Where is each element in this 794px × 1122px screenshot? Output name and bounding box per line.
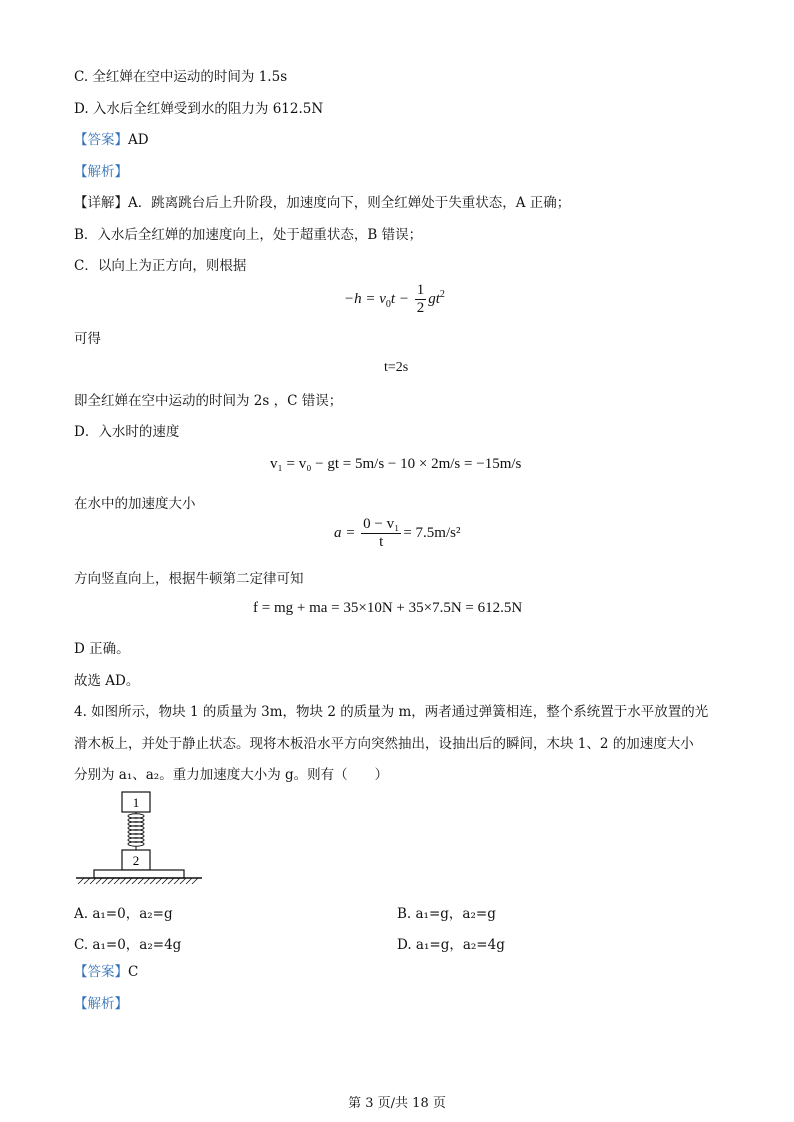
c-conclusion-line: 即全红婵在空中运动的时间为 2s ，C 错误； [74,393,343,409]
d-line: D．入水时的速度 [74,424,180,440]
eq1-fraction: $\frac{1}{2}$ [416,282,425,316]
choose-line: 故选 AD。 [74,673,140,689]
answer-1 [74,131,149,149]
block-1-label: 1 [132,795,140,810]
b-line: B．入水后全红婵的加速度向上，处于超重状态，B 错误； [74,227,423,243]
detail-text: A．跳离跳台后上升阶段，加速度向下，则全红婵处于失重状态，A 正确； [128,195,571,211]
equation-4: f = mg + ma = 35×10N + 35×7.5N = 612.5N [253,600,523,616]
ground-hatching [78,878,198,884]
water-acc-line: 在水中的加速度大小 [74,496,196,512]
block-2-label: 2 [132,853,140,868]
eq3-rhs: = 7.5m/s² [403,524,461,541]
spring-block-figure [70,786,210,886]
option-c: C. a₁=0，a₂=4g [74,937,182,953]
analysis-label-1: 【解析】 [74,164,128,180]
eq1-rhs: gt [428,290,440,307]
q4-line-3: 分别为 a₁、a₂。重力加速度大小为 g。则有（ ） [74,767,389,783]
eq3-lhs: a = [334,524,356,541]
d-correct-line: D 正确。 [74,641,130,657]
answer-value: AD [128,132,149,148]
option-d: D. a₁=g，a₂=4g [397,937,505,953]
option-a: A. a₁=0，a₂=g [74,906,173,922]
page-footer: 第 3 页/共 18 页 [348,1096,446,1111]
q4-line-2: 滑木板上，并处于静止状态。现将木板沿水平方向突然抽出，设抽出后的瞬间，木块 1、2 的加速度大小 [74,736,694,752]
detail-line [74,194,570,212]
direction-line: 方向竖直向上，根据牛顿第二定律可知 [74,571,304,587]
ke-de-line: 可得 [74,331,101,347]
equation-2: v₁ = v₀ − gt = 5m/s − 10 × 2m/s = −15m/s [270,456,522,472]
option-d-line: D. 入水后全红婵受到水的阻力为 612.5N [74,101,324,117]
answer-2 [74,963,138,981]
equation-1: $-h = v_0t$ − $\frac{1}{2}$ $gt^2$ [344,282,445,316]
answer-value: C [128,964,139,980]
answer-label: 【答案】 [74,132,128,148]
detail-label: 【详解】 [74,195,128,211]
analysis-label-2: 【解析】 [74,996,128,1012]
wooden-board [94,870,184,878]
answer-label: 【答案】 [74,964,128,980]
spring [128,812,144,850]
equation-3 [334,516,460,551]
t-equation: t=2s [384,360,409,375]
option-b: B. a₁=g，a₂=g [397,906,496,922]
eq3-fraction: $\frac{\text{0 − v₁}}{t}$ [363,516,400,550]
eq1-mid: t − [390,290,409,307]
option-c-line: C. 全红婵在空中运动的时间为 1.5s [74,69,288,85]
eq1-lhs: −h = v [344,290,386,307]
c-line: C．以向上为正方向，则根据 [74,258,247,274]
q4-line-1: 4. 如图所示，物块 1 的质量为 3m，物块 2 的质量为 m，两者通过弹簧相连，整个系统置于水平放置的光 [74,704,709,720]
